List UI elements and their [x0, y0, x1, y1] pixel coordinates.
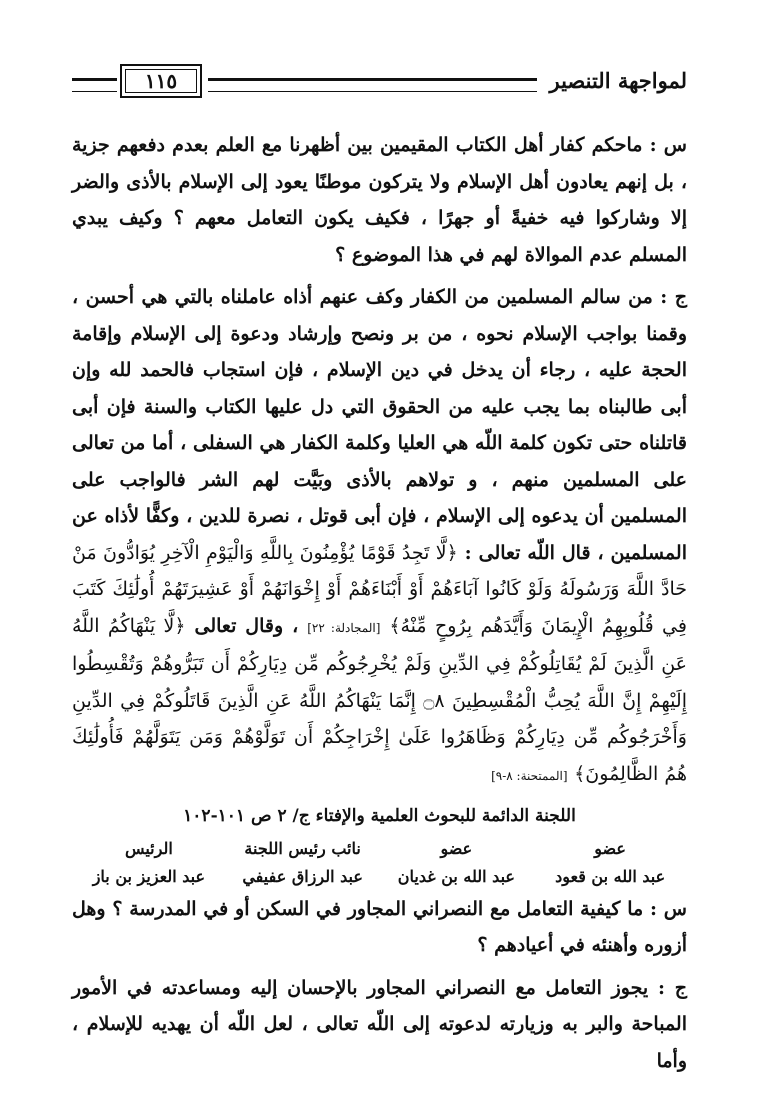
- title-member-1: عضو: [594, 838, 626, 858]
- page-header: [72, 62, 687, 106]
- quran-verse-mumtahana: ﴿لَّا يَنْهَاكُمُ اللَّهُ عَنِ الَّذِينَ لَمْ يُقَاتِلُوكُمْ فِي الدِّينِ وَلَمْ يُخْرِجُوكُم مِّن دِيَارِكُمْ أَن تَبَرُّوهُمْ وَتُقْسِطُوا إِلَيْهِمْ إِنَّ اللَّهَ يُحِبُّ الْمُقْسِطِينَ ۝٨ إِنَّمَا يَنْهَاكُمُ اللَّهُ عَنِ الَّذِينَ قَاتَلُوكُمْ فِي الدِّينِ وَأَخْرَجُوكُم مِّن دِيَارِكُمْ وَظَاهَرُوا عَلَىٰ إِخْرَاجِكُمْ أَن تَوَلَّوْهُمْ وَمَن يَتَوَلَّهُمْ فَأُولَٰئِكَ هُمُ الظَّالِمُونَ﴾: [72, 614, 687, 785]
- title-member-2: عضو: [440, 838, 473, 858]
- title-vice-chair: نائب رئيس اللجنة: [244, 838, 361, 858]
- running-title: لمواجهة التنصير: [549, 68, 687, 93]
- header-rule-right: [208, 78, 537, 92]
- name-member-1: عبد الله بن قعود: [555, 866, 666, 886]
- header-rule-left: [72, 78, 117, 92]
- fatwa-source: اللجنة الدائمة للبحوث العلمية والإفتاء ج/ ٢ ص ١٠١-١٠٢: [183, 806, 576, 826]
- name-chair: عبد العزيز بن باز: [92, 866, 206, 886]
- answer-2: ج : يجوز التعامل مع النصراني المجاور بالإحسان إليه ومساعدته في الأمور المباحة والبر به وزيارته لدعوته إلى اللّه تعالى ، لعل اللّه أن يهديه للإسلام ، وأما: [72, 976, 687, 1072]
- committee-titles: [72, 835, 687, 863]
- quran-verse-mujadila: ﴿لَّا تَجِدُ قَوْمًا يُؤْمِنُونَ بِاللَّهِ وَالْيَوْمِ الْآخِرِ يُوَادُّونَ مَنْ حَادَّ اللَّهَ وَرَسُولَهُ وَلَوْ كَانُوا آبَاءَهُمْ أَوْ أَبْنَاءَهُمْ أَوْ إِخْوَانَهُمْ أَوْ عَشِيرَتَهُمْ أُولَٰئِكَ كَتَبَ فِي قُلُوبِهِمُ الْإِيمَانَ وَأَيَّدَهُم بِرُوحٍ مِّنْهُ﴾: [72, 541, 687, 637]
- title-chair: الرئيس: [124, 838, 173, 858]
- body-text: [72, 127, 687, 1079]
- answer-1: [72, 279, 687, 794]
- committee-names: [72, 863, 687, 891]
- page-number-box: [120, 64, 202, 98]
- question-1: س : ماحكم كفار أهل الكتاب المقيمين بين أظهرنا مع العلم بعدم دفعهم جزية ، بل إنهم يعادون أهل الإسلام ولا يتركون موطنًا يعود إلى الإسلام بالأذى والضر إلا وشاركوا فيه خفيةً أو جهرًا ، فكيف يكون التعامل معهم ؟ وكيف يبدي المسلم عدم الموالاة لهم في هذا الموضوع ؟: [72, 134, 687, 266]
- verse-reference-mujadila: [المجادلة: ٢٢]: [307, 620, 381, 635]
- answer-1-text: ج : من سالم المسلمين من الكفار وكف عنهم أذاه عاملناه بالتي هي أحسن ، وقمنا بواجب الإسلام نحوه ، من بر ونصح وإرشاد ودعوة إلى الإسلام وإقامة الحجة عليه ، رجاء أن يدخل في دين الإسلام ، فإن استجاب فالحمد لله وإن أبى طالبناه بما يجب عليه من الحقوق التي دل عليها الكتاب والسنة فإن أبى قاتلناه حتى تكون كلمة اللّه هي العليا وكلمة الكفار هي السفلى ، أما من تعالى على المسلمين منهم ، و تولاهم بالأذى وبَيَّت لهم الشر فالواجب على المسلمين أن يدعوه إلى الإسلام ، فإن أبى قوتل ، نصرة للدين ، وكفًّا لأذاه عن المسلمين ، قال اللّه تعالى :: [72, 286, 687, 564]
- page-number: ١١٥: [125, 69, 197, 93]
- verse-reference-mumtahana: [الممتحنة: ٨-٩]: [491, 768, 568, 783]
- verse-connector: ، وقال تعالى: [194, 614, 299, 637]
- name-vice-chair: عبد الرزاق عفيفي: [242, 866, 363, 886]
- name-member-2: عبد الله بن غديان: [397, 866, 515, 886]
- question-2: س : ما كيفية التعامل مع النصراني المجاور في السكن أو في المدرسة ؟ وهل أزوره وأهنئه في أعيادهم ؟: [72, 897, 687, 956]
